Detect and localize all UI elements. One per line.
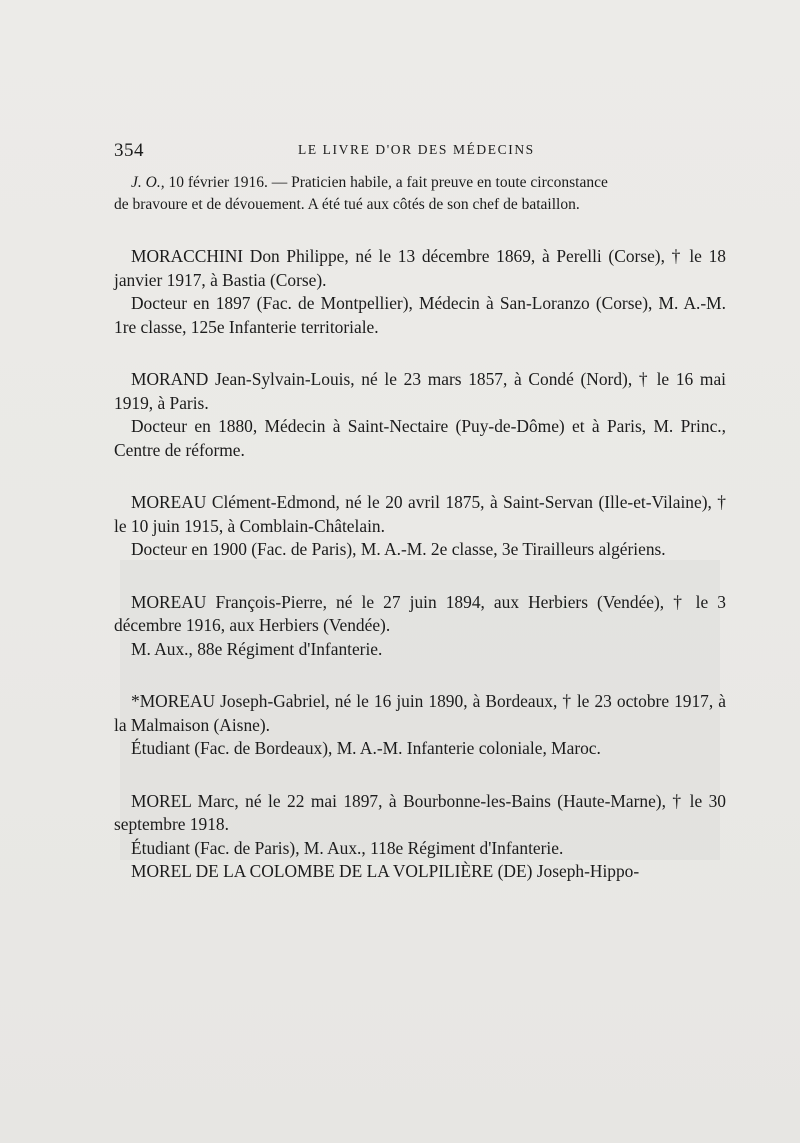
continuation-text-1: 10 février 1916. — Praticien habile, a fait preuve en toute circonstance <box>164 174 608 191</box>
entry-bio <box>114 591 726 638</box>
entry-morel-marc <box>114 790 726 861</box>
entry-bio-text: Jean-Sylvain-Louis, né le 23 mars 1857, à Condé (Nord), † le 16 mai 1919, à Paris. <box>114 369 726 413</box>
entry-surname: MORAND <box>131 369 209 389</box>
entry-bio-text: François-Pierre, né le 27 juin 1894, aux Herbiers (Vendée), † le 3 décembre 1916, aux Herbiers (Vendée). <box>114 591 726 635</box>
page-body <box>114 172 726 884</box>
entry-bio <box>114 368 726 415</box>
entry-morand <box>114 368 726 462</box>
continuation-line-2: de bravoure et de dévouement. A été tué aux côtés de son chef de bataillon. <box>114 196 580 213</box>
entry-bio-text: Clément-Edmond, né le 20 avril 1875, à Saint-Servan (Ille-et-Vilaine), † le 10 juin 1915, à Comblain-Châtelain. <box>114 492 726 536</box>
entry-detail: Docteur en 1880, Médecin à Saint-Nectaire (Puy-de-Dôme) et à Paris, M. Princ., Centre de réforme. <box>114 416 726 460</box>
entry-detail: Docteur en 1897 (Fac. de Montpellier), Médecin à San-Loranzo (Corse), M. A.-M. 1re classe, 125e Infanterie territoriale. <box>114 293 726 337</box>
entry-bio-text: Marc, né le 22 mai 1897, à Bourbonne-les-Bains (Haute-Marne), † le 30 septembre 1918. <box>114 790 726 834</box>
page-number: 354 <box>114 140 144 161</box>
entry-bio <box>114 491 726 538</box>
entry-surname: MOREAU <box>131 591 207 612</box>
entry-moracchini <box>114 245 726 339</box>
entry-surname: MOREL DE LA COLOMBE DE LA VOLPILIÈRE (DE) <box>131 861 533 881</box>
entry-surname: MOREL <box>131 790 192 811</box>
entry-detail: Étudiant (Fac. de Paris), M. Aux., 118e Régiment d'Infanterie. <box>131 837 564 858</box>
entry-moreau-francois <box>114 591 726 662</box>
entry-bio-text: Don Philippe, né le 13 décembre 1869, à Perelli (Corse), † le 18 janvier 1917, à Bastia (Corse). <box>114 246 726 290</box>
journal-officiel-abbrev: J. O., <box>131 174 165 191</box>
entry-morel-de-la-colombe <box>114 860 726 884</box>
entry-bio <box>114 245 726 292</box>
entry-surname: MORACCHINI <box>131 246 244 266</box>
entry-bio <box>114 790 726 837</box>
entry-bio <box>114 690 726 737</box>
entry-moreau-joseph <box>114 690 726 761</box>
running-title: LE LIVRE D'OR DES MÉDECINS <box>298 142 535 157</box>
entry-detail: Étudiant (Fac. de Bordeaux), M. A.-M. Infanterie coloniale, Maroc. <box>131 738 601 758</box>
entry-detail: Docteur en 1900 (Fac. de Paris), M. A.-M. 2e classe, 3e Tirailleurs algériens. <box>131 539 666 559</box>
entry-surname: *MOREAU <box>131 691 216 711</box>
entry-surname: MOREAU <box>131 492 207 512</box>
entry-detail: M. Aux., 88e Régiment d'Infanterie. <box>131 638 383 659</box>
entry-bio-text: Joseph-Gabriel, né le 16 juin 1890, à Bordeaux, † le 23 octobre 1917, à la Malmaison (Aisne). <box>114 691 726 735</box>
continuation-paragraph <box>114 172 726 216</box>
page-header <box>114 140 724 166</box>
entry-moreau-clement <box>114 491 726 562</box>
continuation-line-1 <box>114 172 726 194</box>
entry-bio-text: Joseph-Hippo- <box>532 861 640 881</box>
